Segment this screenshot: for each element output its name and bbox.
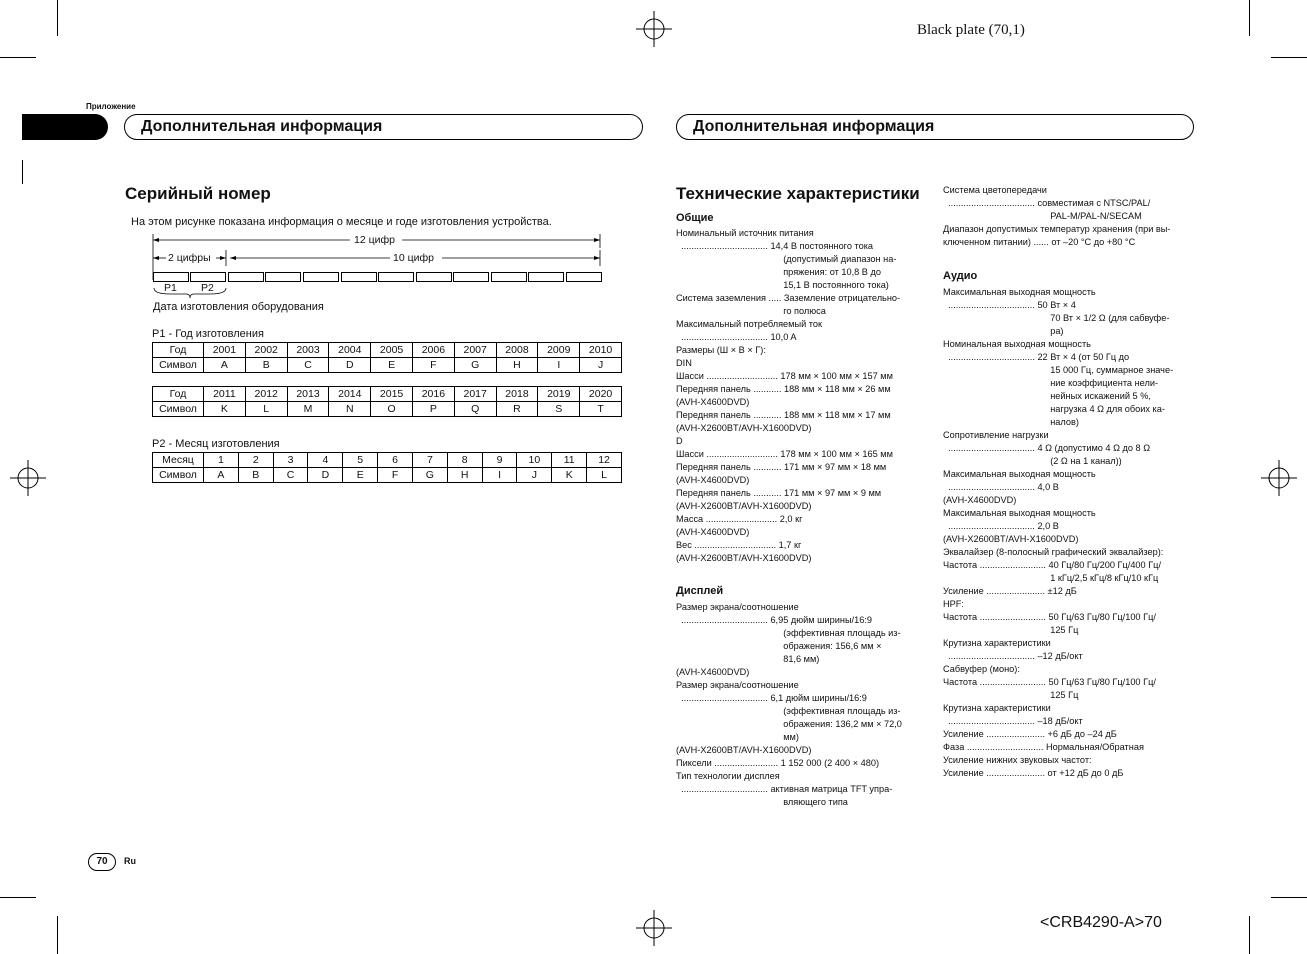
table-cell: D <box>308 468 343 483</box>
serial-intro: На этом рисунке показана информация о месяце и годе изготовления устройства. <box>131 216 552 228</box>
spec-line: Частота .......................... 50 Гц/63 Гц/80 Гц/100 Гц/ <box>943 677 1156 687</box>
spec-line: Передняя панель ........... 171 мм × 97 мм × 9 мм <box>676 488 882 498</box>
registration-mark-icon <box>1261 460 1297 496</box>
table-cell: L <box>245 402 287 417</box>
table-cell: 2014 <box>329 387 371 402</box>
spec-line: Усиление нижних звуковых частот: <box>943 755 1092 765</box>
date-caption: Дата изготовления оборудования <box>153 301 324 313</box>
spec-line: .................................. 14,4 В постоянного тока <box>676 241 874 251</box>
spec-line: Максимальная выходная мощность <box>943 469 1096 479</box>
registration-mark-icon <box>636 11 672 47</box>
table-cell: 2017 <box>454 387 496 402</box>
table-cell: S <box>538 402 580 417</box>
table-cell: A <box>204 358 246 373</box>
crop-mark <box>1271 57 1307 58</box>
table-cell: O <box>371 402 413 417</box>
page-number: 70 <box>88 853 116 871</box>
table-cell: G <box>412 468 447 483</box>
digit-box <box>190 272 226 282</box>
spec-line: мм) <box>676 732 799 742</box>
spec-line: Эквалайзер (8-полосный графический эквалайзер): <box>943 547 1164 557</box>
spec-line: (AVH-X2600BT/AVH-X1600DVD) <box>676 501 812 511</box>
table-cell: 2007 <box>454 343 496 358</box>
spec-line: .................................. –18 дБ/окт <box>943 716 1083 726</box>
table-cell: Q <box>454 402 496 417</box>
table-cell: E <box>371 358 413 373</box>
table-cell: 2018 <box>496 387 538 402</box>
spec-line: Размер экрана/соотношение <box>676 680 799 690</box>
crop-mark <box>0 897 36 898</box>
table-cell: D <box>329 358 371 373</box>
spec-line: Диапазон допустимых температур хранения (при вы- <box>943 224 1171 234</box>
spec-line: Номинальный источник питания <box>676 228 814 238</box>
spec-line: DIN <box>676 358 692 368</box>
table-cell: I <box>482 468 517 483</box>
header-title: Дополнительная информация <box>141 118 383 135</box>
spec-line: (AVH-X4600DVD) <box>676 397 750 407</box>
table-cell: 2012 <box>245 387 287 402</box>
spec-line: D <box>676 436 683 446</box>
digit-box <box>491 272 527 282</box>
plate-label: Black plate (70,1) <box>917 22 1025 38</box>
specs-title: Технические характеристики <box>676 184 920 203</box>
table-cell: H <box>496 358 538 373</box>
table-cell: K <box>204 402 246 417</box>
spec-line: Номинальная выходная мощность <box>943 339 1091 349</box>
registration-mark-icon <box>10 460 46 496</box>
spec-line: Вес ................................ 1,7 кг <box>676 540 802 550</box>
digit-box <box>453 272 489 282</box>
table-cell: F <box>378 468 413 483</box>
p2-title: P2 - Месяц изготовления <box>152 438 280 450</box>
table-cell: 2015 <box>371 387 413 402</box>
spec-line: .................................. 4 Ω (допустимо 4 Ω до 8 Ω <box>943 443 1151 453</box>
table-cell: 3 <box>273 453 308 468</box>
crop-mark <box>1249 916 1250 954</box>
table-cell: 2005 <box>371 343 413 358</box>
table-cell: M <box>287 402 329 417</box>
spec-line: Максимальный потребляемый ток <box>676 319 822 329</box>
table-cell: J <box>517 468 552 483</box>
spec-line: HPF: <box>943 599 964 609</box>
display-title: Дисплей <box>676 585 724 597</box>
month-table <box>152 452 622 483</box>
table-cell: 2 <box>238 453 273 468</box>
digit-box <box>528 272 564 282</box>
table-cell: 2008 <box>496 343 538 358</box>
table-cell: C <box>273 468 308 483</box>
spec-line: ображения: 156,6 мм × <box>676 641 882 651</box>
table-header: Месяц <box>153 453 204 468</box>
table-cell: 2019 <box>538 387 580 402</box>
spec-line: Максимальная выходная мощность <box>943 287 1096 297</box>
spec-line: (эффективная площадь из- <box>676 628 901 638</box>
label-10-digits: 10 цифр <box>393 252 434 264</box>
table-cell: 9 <box>482 453 517 468</box>
table-cell: 1 <box>204 453 239 468</box>
table-cell: 11 <box>552 453 587 468</box>
table-cell: C <box>287 358 329 373</box>
digit-box <box>566 272 602 282</box>
table-header: Год <box>153 343 204 358</box>
table-cell: K <box>552 468 587 483</box>
spec-line: Размер экрана/соотношение <box>676 602 799 612</box>
spec-line: нагрузка 4 Ω для обоих ка- <box>943 404 1165 414</box>
table-cell: 12 <box>587 453 622 468</box>
table-cell: 2010 <box>580 343 622 358</box>
spec-line: .................................. –12 дБ/окт <box>943 651 1083 661</box>
year-table-2 <box>152 386 622 417</box>
table-cell: 2009 <box>538 343 580 358</box>
crop-mark <box>1249 0 1250 36</box>
spec-line: (AVH-X4600DVD) <box>676 527 750 537</box>
table-cell: 5 <box>343 453 378 468</box>
spec-line: Размеры (Ш × В × Г): <box>676 345 766 355</box>
table-cell: 2006 <box>412 343 454 358</box>
crop-mark <box>57 916 58 954</box>
table-cell: 2013 <box>287 387 329 402</box>
table-cell: 2020 <box>580 387 622 402</box>
spec-line: .................................. 2,0 В <box>943 521 1059 531</box>
table-cell: 10 <box>517 453 552 468</box>
spec-line: 70 Вт × 1/2 Ω (для сабвуфе- <box>943 313 1170 323</box>
table-cell: 4 <box>308 453 343 468</box>
spec-line: 15 000 Гц, суммарное значе- <box>943 365 1174 375</box>
spec-line: вляющего типа <box>676 797 848 807</box>
chapter-tab <box>22 114 108 140</box>
crop-mark <box>1271 897 1307 898</box>
spec-line: (AVH-X2600BT/AVH-X1600DVD) <box>676 423 812 433</box>
spec-line: .................................. 10,0 A <box>676 332 797 342</box>
year-table-1 <box>152 342 622 373</box>
table-header: Год <box>153 387 204 402</box>
section-tag: Приложение <box>86 102 136 111</box>
digit-box <box>228 272 264 282</box>
table-cell: I <box>538 358 580 373</box>
language-label: Ru <box>124 856 136 866</box>
table-cell: 7 <box>412 453 447 468</box>
table-cell: B <box>245 358 287 373</box>
table-header: Символ <box>153 468 204 483</box>
spec-line: (эффективная площадь из- <box>676 706 901 716</box>
table-cell: E <box>343 468 378 483</box>
spec-line: ключенном питании) ...... от –20 °C до +80 °C <box>943 237 1136 247</box>
general-title: Общие <box>676 212 714 224</box>
spec-line: Усиление ....................... от +12 дБ до 0 дБ <box>943 768 1124 778</box>
table-cell: L <box>587 468 622 483</box>
table-cell: B <box>238 468 273 483</box>
spec-line: (допустимый диапазон на- <box>676 254 897 264</box>
spec-line: (AVH-X4600DVD) <box>676 475 750 485</box>
digit-box <box>341 272 377 282</box>
table-cell: A <box>204 468 239 483</box>
spec-line: .................................. активная матрица TFT упра- <box>676 784 893 794</box>
table-header: Символ <box>153 402 204 417</box>
crop-mark <box>0 57 36 58</box>
spec-line: нейных искажений 5 %, <box>943 391 1151 401</box>
digit-box <box>416 272 452 282</box>
spec-line: Частота .......................... 40 Гц/80 Гц/200 Гц/400 Гц/ <box>943 560 1161 570</box>
spec-line: (2 Ω на 1 канал)) <box>943 456 1122 466</box>
spec-line: налов) <box>943 417 1079 427</box>
spec-line: го полюса <box>676 306 826 316</box>
spec-line: .................................. 6,95 дюйм ширины/16:9 <box>676 615 872 625</box>
header-title: Дополнительная информация <box>693 118 935 135</box>
label-p1: P1 <box>164 282 177 294</box>
table-cell: P <box>412 402 454 417</box>
spec-line: Передняя панель ........... 188 мм × 118 мм × 17 мм <box>676 410 891 420</box>
table-cell: N <box>329 402 371 417</box>
spec-line: .................................. 6,1 дюйм ширины/16:9 <box>676 693 867 703</box>
table-cell: F <box>412 358 454 373</box>
spec-line: Частота .......................... 50 Гц/63 Гц/80 Гц/100 Гц/ <box>943 612 1156 622</box>
spec-line: .................................. 50 Вт × 4 <box>943 300 1076 310</box>
table-cell: J <box>580 358 622 373</box>
spec-line: Максимальная выходная мощность <box>943 508 1096 518</box>
header-bar-right <box>676 114 1194 140</box>
spec-line: (AVH-X2600BT/AVH-X1600DVD) <box>943 534 1079 544</box>
spec-line: PAL-M/PAL-N/SECAM <box>943 211 1142 221</box>
crop-mark <box>57 0 58 36</box>
spec-line: .................................. 22 Вт × 4 (от 50 Гц до <box>943 352 1130 362</box>
spec-line: .................................. совместимая с NTSC/PAL/ <box>943 198 1151 208</box>
digit-box <box>303 272 339 282</box>
spec-line: Крутизна характеристики <box>943 703 1051 713</box>
table-cell: 2001 <box>204 343 246 358</box>
spec-line: Пиксели ......................... 1 152 000 (2 400 × 480) <box>676 758 880 768</box>
digit-box <box>265 272 301 282</box>
serial-title: Серийный номер <box>125 184 271 203</box>
table-cell: 6 <box>378 453 413 468</box>
digit-box <box>378 272 414 282</box>
table-cell: 2011 <box>204 387 246 402</box>
table-header: Символ <box>153 358 204 373</box>
spec-line: Система заземления ..... Заземление отрицательно- <box>676 293 901 303</box>
spec-line: Тип технологии дисплея <box>676 771 780 781</box>
spec-line: 125 Гц <box>943 625 1079 635</box>
spec-line: (AVH-X4600DVD) <box>943 495 1017 505</box>
spec-line: 81,6 мм) <box>676 654 820 664</box>
table-cell: R <box>496 402 538 417</box>
label-p2: P2 <box>201 282 214 294</box>
table-cell: 2016 <box>412 387 454 402</box>
spec-line: ображения: 136,2 мм × 72,0 <box>676 719 902 729</box>
spec-line: Усиление ....................... ±12 дБ <box>943 586 1077 596</box>
spec-line: Сопротивление нагрузки <box>943 430 1049 440</box>
table-cell: 2002 <box>245 343 287 358</box>
crop-mark <box>22 160 23 184</box>
header-bar-left <box>124 114 643 140</box>
spec-line: .................................. 4,0 В <box>943 482 1059 492</box>
spec-line: Сабвуфер (моно): <box>943 664 1020 674</box>
table-cell: G <box>454 358 496 373</box>
spec-line: (AVH-X2600BT/AVH-X1600DVD) <box>676 553 812 563</box>
spec-line: ра) <box>943 326 1064 336</box>
spec-line: Передняя панель ........... 188 мм × 118 мм × 26 мм <box>676 384 891 394</box>
document-code: <CRB4290-A>70 <box>1040 914 1162 931</box>
spec-line: Шасси ............................ 178 мм × 100 мм × 157 мм <box>676 371 893 381</box>
spec-line: Система цветопередачи <box>943 185 1047 195</box>
table-cell: 2004 <box>329 343 371 358</box>
spec-line: (AVH-X4600DVD) <box>676 667 750 677</box>
spec-line: Крутизна характеристики <box>943 638 1051 648</box>
p1-title: P1 - Год изготовления <box>152 328 264 340</box>
spec-line: Передняя панель ........... 171 мм × 97 мм × 18 мм <box>676 462 887 472</box>
spec-line: пряжения: от 10,8 В до <box>676 267 881 277</box>
label-2-digits: 2 цифры <box>168 252 211 264</box>
spec-line: 125 Гц <box>943 690 1079 700</box>
registration-mark-icon <box>636 910 672 946</box>
spec-line: 15,1 В постоянного тока) <box>676 280 889 290</box>
spec-line: (AVH-X2600BT/AVH-X1600DVD) <box>676 745 812 755</box>
table-cell: 8 <box>447 453 482 468</box>
digit-box <box>153 272 189 282</box>
spec-line: Фаза .............................. Нормальная/Обратная <box>943 742 1144 752</box>
spec-line: Шасси ............................ 178 мм × 100 мм × 165 мм <box>676 449 893 459</box>
spec-line: 1 кГц/2,5 кГц/8 кГц/10 кГц <box>943 573 1159 583</box>
table-cell: H <box>447 468 482 483</box>
label-12-digits: 12 цифр <box>354 234 395 246</box>
table-cell: 2003 <box>287 343 329 358</box>
spec-line: Масса ............................ 2,0 кг <box>676 514 803 524</box>
spec-line: Усиление ....................... +6 дБ до –24 дБ <box>943 729 1117 739</box>
spec-line: ние коэффициента нели- <box>943 378 1159 388</box>
table-cell: T <box>580 402 622 417</box>
audio-title: Аудио <box>943 270 978 282</box>
